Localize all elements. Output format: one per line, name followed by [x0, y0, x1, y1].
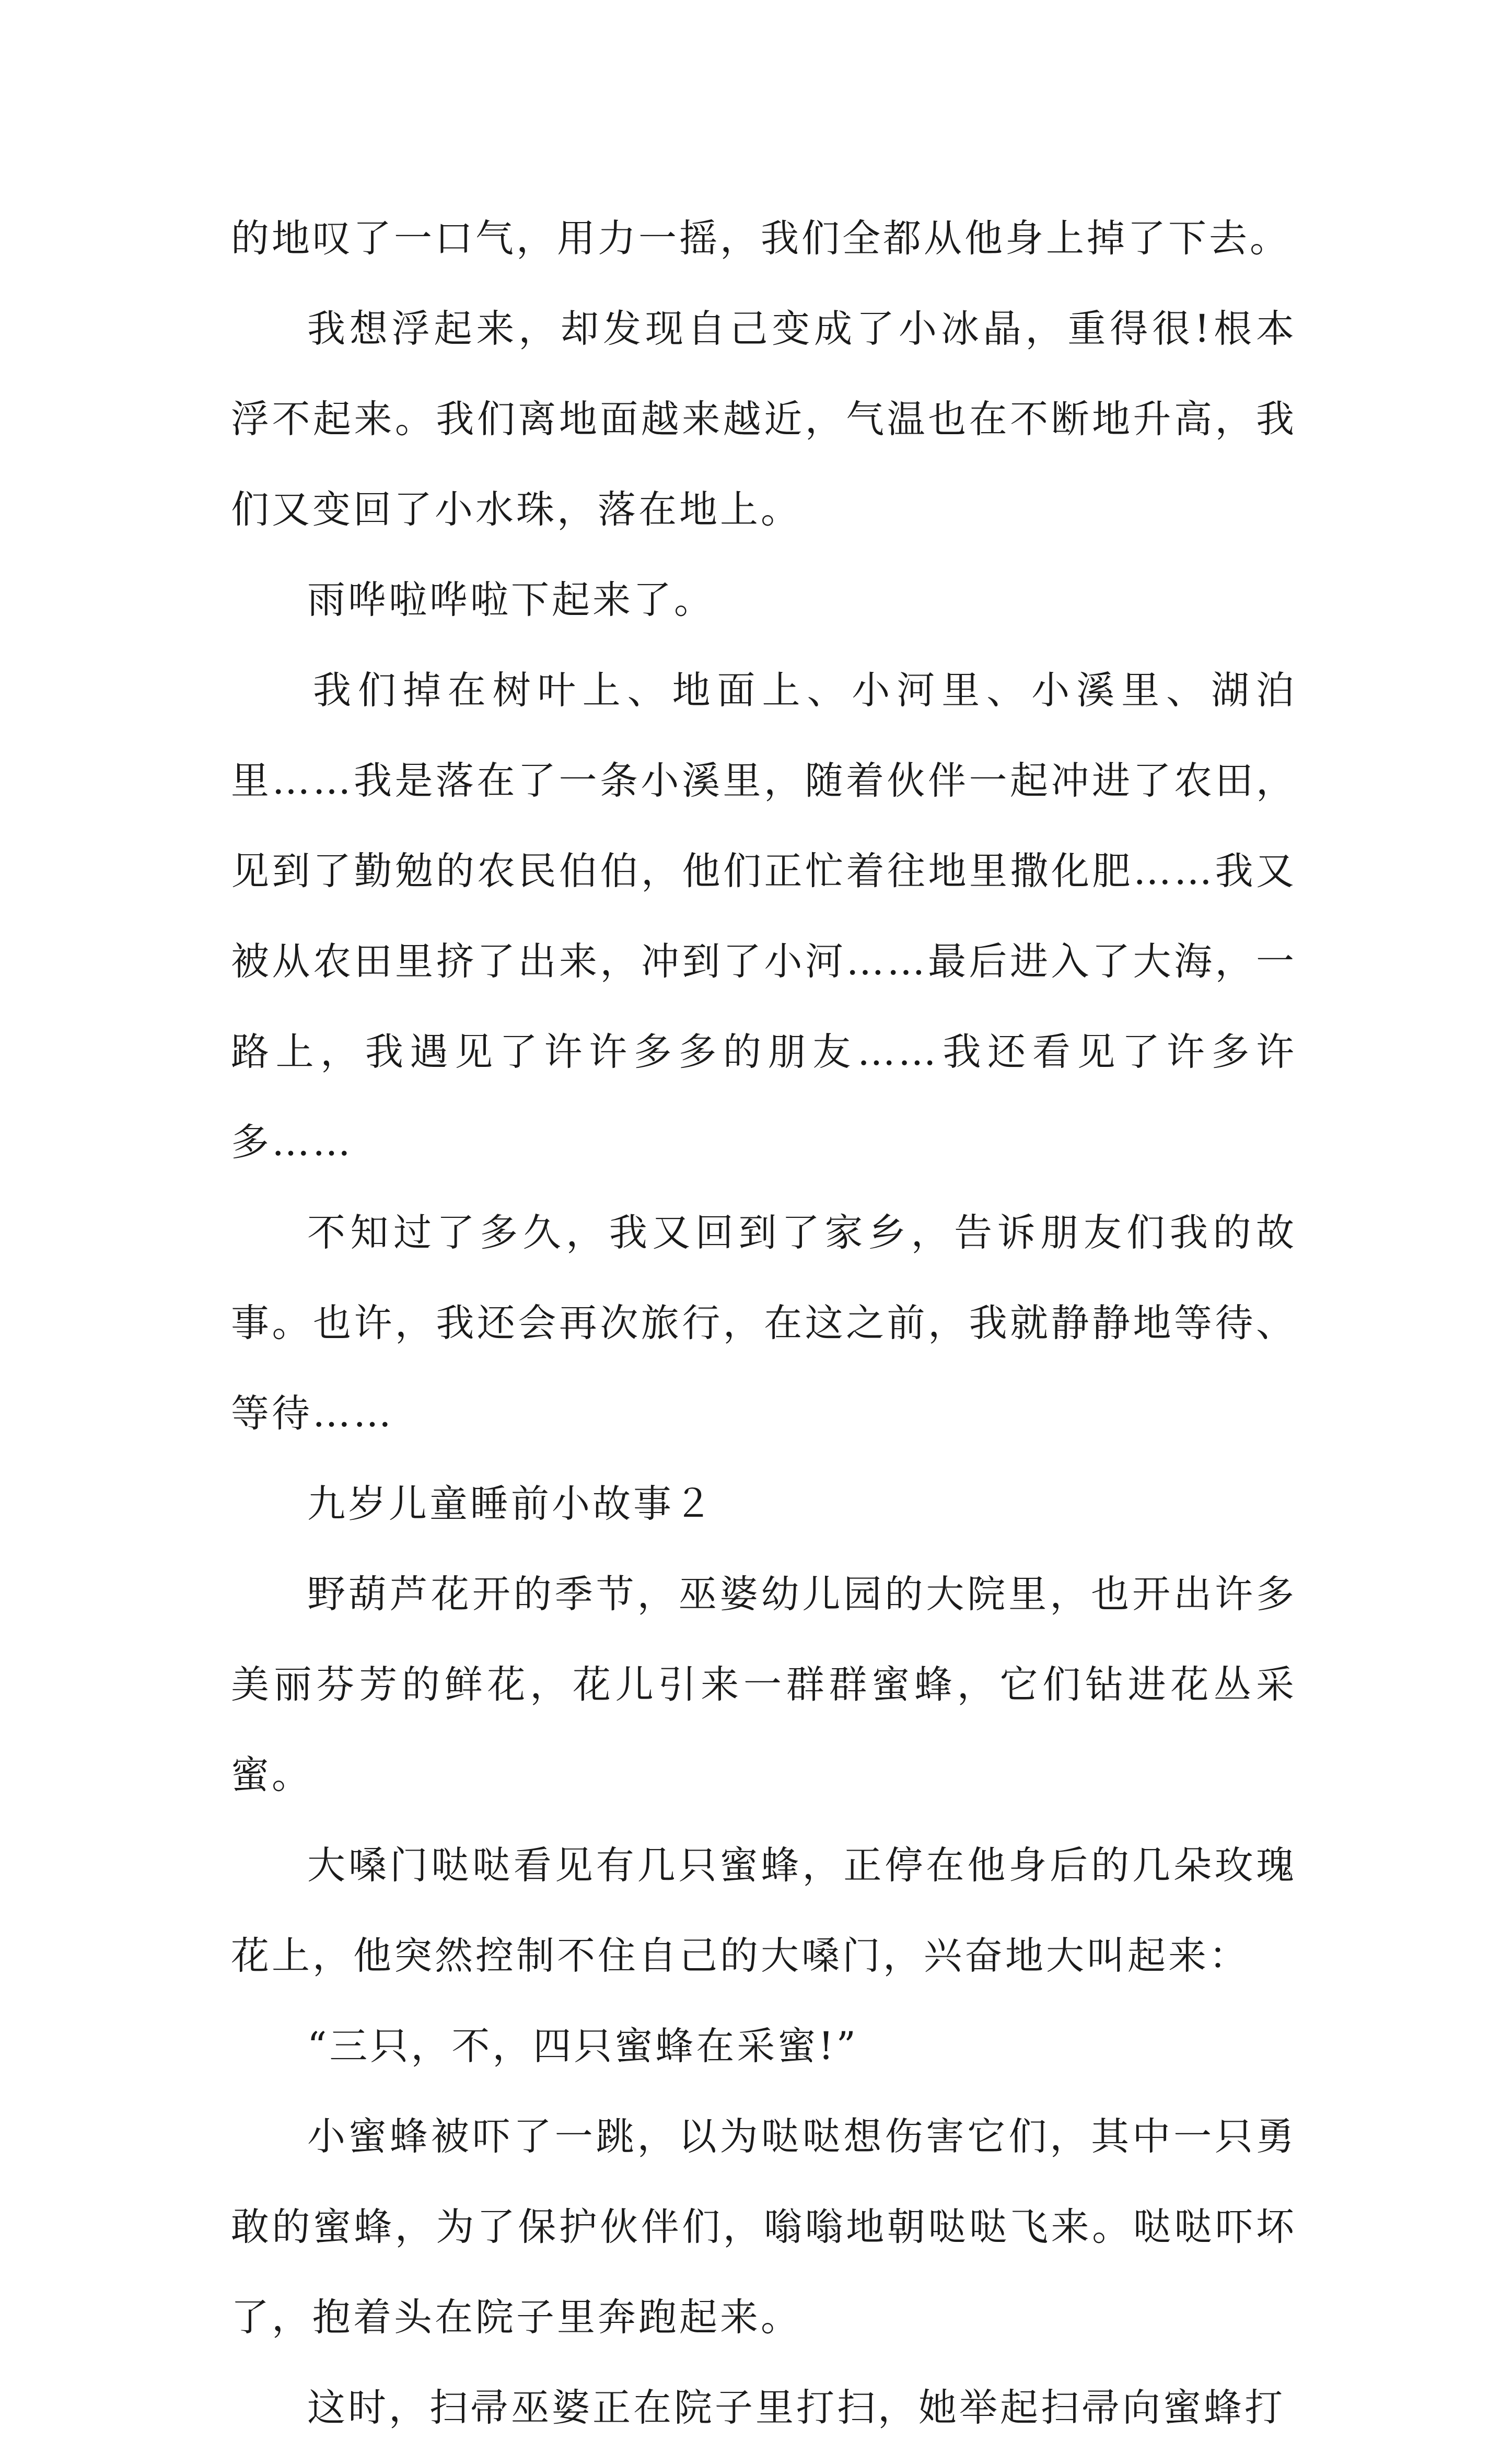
paragraph-7: 大嗓门哒哒看见有几只蜜蜂，正停在他身后的几朵玫瑰花上，他突然控制不住自己的大嗓门，兴奋地大叫起来： — [231, 1843, 1297, 1978]
paragraph-3: 雨哗啦哗啦下起来了。 — [307, 578, 715, 622]
paragraph-10: 这时，扫帚巫婆正在院子里打扫，她举起扫帚向蜜蜂打 — [307, 2386, 1285, 2430]
paragraph-1: 的地叹了一口气，用力一摇，我们全都从他身上掉了下去。 — [231, 216, 1290, 261]
paragraph-6: 野葫芦花开的季节，巫婆幼儿园的大院里，也开出许多美丽芬芳的鲜花，花儿引来一群群蜜蜂，它们钻进花丛采蜜。 — [231, 1572, 1297, 1797]
paragraph-2: 我想浮起来，却发现自己变成了小冰晶，重得很!根本浮不起来。我们离地面越来越近，气温也在不断地升高，我们又变回了小水珠，落在地上。 — [231, 307, 1297, 532]
paragraph-5: 不知过了多久，我又回到了家乡，告诉朋友们我的故事。也许，我还会再次旅行，在这之前，我就静静地等待、等待…… — [231, 1211, 1297, 1436]
paragraph-9: 小蜜蜂被吓了一跳，以为哒哒想伤害它们，其中一只勇敢的蜜蜂，为了保护伙伴们，嗡嗡地朝哒哒飞来。哒哒吓坏了，抱着头在院子里奔跑起来。 — [231, 2114, 1297, 2340]
paragraph-8: “三只，不，四只蜜蜂在采蜜!” — [307, 2024, 858, 2068]
section-title: 九岁儿童睡前小故事２ — [307, 1482, 715, 1526]
story-text — [231, 193, 1297, 2453]
paragraph-4: 我们掉在树叶上、地面上、小河里、小溪里、湖泊里……我是落在了一条小溪里，随着伙伴一起冲进了农田，见到了勤勉的农民伯伯，他们正忙着往地里撒化肥……我又被从农田里挤了出来，冲到了小河……最后进入了大海，一路上，我遇见了许许多多的朋友……我还看见了许多许多…… — [231, 668, 1297, 1165]
